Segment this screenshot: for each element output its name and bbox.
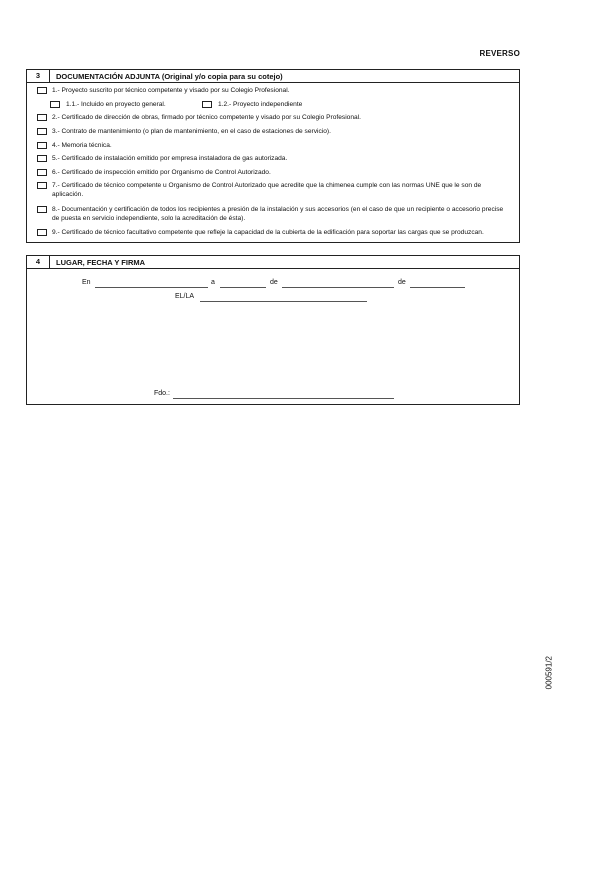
checkbox-item-3[interactable] <box>37 128 47 135</box>
document-code: 000591/2 <box>544 656 553 690</box>
doc-item-label: 5.- Certificado de instalación emitido por empresa instaladora de gas autorizada. <box>52 155 288 162</box>
checkbox-item-7[interactable] <box>37 182 47 189</box>
checkbox-item-5[interactable] <box>37 155 47 162</box>
doc-item-7 <box>37 182 507 199</box>
doc-item-6 <box>37 169 507 178</box>
reverso-label: REVERSO <box>479 49 520 58</box>
de-label-2: de <box>398 279 406 286</box>
doc-item-label: 4.- Memoria técnica. <box>52 142 112 149</box>
doc-item-label: 8.- Documentación y certificación de todos los recipientes a presión de la instalación y sus accesorios (en el caso de que un recipiente o accesorio precise de puesta en servicio independiente, solo la acreditación de ésta). <box>52 206 504 222</box>
doc-item-label: 9.- Certificado de técnico facultativo competente que refleje la capacidad de la cubierta de la edificación para soportar las cargas que se produzcan. <box>52 229 484 236</box>
checkbox-item-2[interactable] <box>37 114 47 121</box>
doc-item-label: 3.- Contrato de mantenimiento (o plan de mantenimiento, en el caso de estaciones de servicio). <box>52 128 331 135</box>
de-label-1: de <box>270 279 278 286</box>
section-number: 4 <box>27 256 50 268</box>
section-header <box>27 70 519 83</box>
dia-field[interactable] <box>220 287 266 288</box>
fdo-label: Fdo.: <box>154 390 170 397</box>
checkbox-item-6[interactable] <box>37 169 47 176</box>
checkbox-item-8[interactable] <box>37 206 47 213</box>
doc-item-label: 7.- Certificado de técnico competente u Organismo de Control Autorizado que acredite que la chimenea cumple con las normas UNE que le son de aplicación. <box>52 182 482 198</box>
doc-subitem-1-2 <box>202 101 302 108</box>
checkbox-item-4[interactable] <box>37 142 47 149</box>
doc-subitem-1-1 <box>50 101 166 108</box>
doc-subitem-label: 1.1.- Incluido en proyecto general. <box>66 101 166 108</box>
checkbox-subitem-1-1[interactable] <box>50 101 60 108</box>
section-title: DOCUMENTACIÓN ADJUNTA (Original y/o copia para su cotejo) <box>56 71 283 81</box>
doc-item-4 <box>37 142 507 151</box>
firma-field[interactable] <box>173 398 394 399</box>
doc-item-8 <box>37 206 507 223</box>
section-title: LUGAR, FECHA Y FIRMA <box>56 257 146 267</box>
doc-item-label: 2.- Certificado de dirección de obras, firmado por técnico competente y visado por su Colegio Profesional. <box>52 114 361 121</box>
mes-field[interactable] <box>282 287 394 288</box>
doc-item-1 <box>37 87 507 96</box>
section-lugar-fecha-firma <box>26 255 520 405</box>
section-documentacion <box>26 69 520 243</box>
el-la-label: EL/LA <box>175 293 195 300</box>
en-label: En <box>82 279 91 286</box>
checkbox-subitem-1-2[interactable] <box>202 101 212 108</box>
anio-field[interactable] <box>410 287 465 288</box>
doc-item-3 <box>37 128 507 137</box>
checkbox-item-9[interactable] <box>37 229 47 236</box>
checkbox-item-1[interactable] <box>37 87 47 94</box>
doc-item-label: 1.- Proyecto suscrito por técnico competente y visado por su Colegio Profesional. <box>52 87 290 94</box>
doc-subitem-label: 1.2.- Proyecto independiente <box>218 101 303 108</box>
doc-item-9 <box>37 229 507 238</box>
doc-item-label: 6.- Certificado de inspección emitido por Organismo de Control Autorizado. <box>52 169 271 176</box>
section-header <box>27 256 519 269</box>
a-label: a <box>211 279 215 286</box>
doc-item-2 <box>37 114 507 123</box>
lugar-field[interactable] <box>95 287 208 288</box>
el-la-field[interactable] <box>200 301 367 302</box>
section-number: 3 <box>27 70 50 82</box>
doc-item-5 <box>37 155 507 164</box>
